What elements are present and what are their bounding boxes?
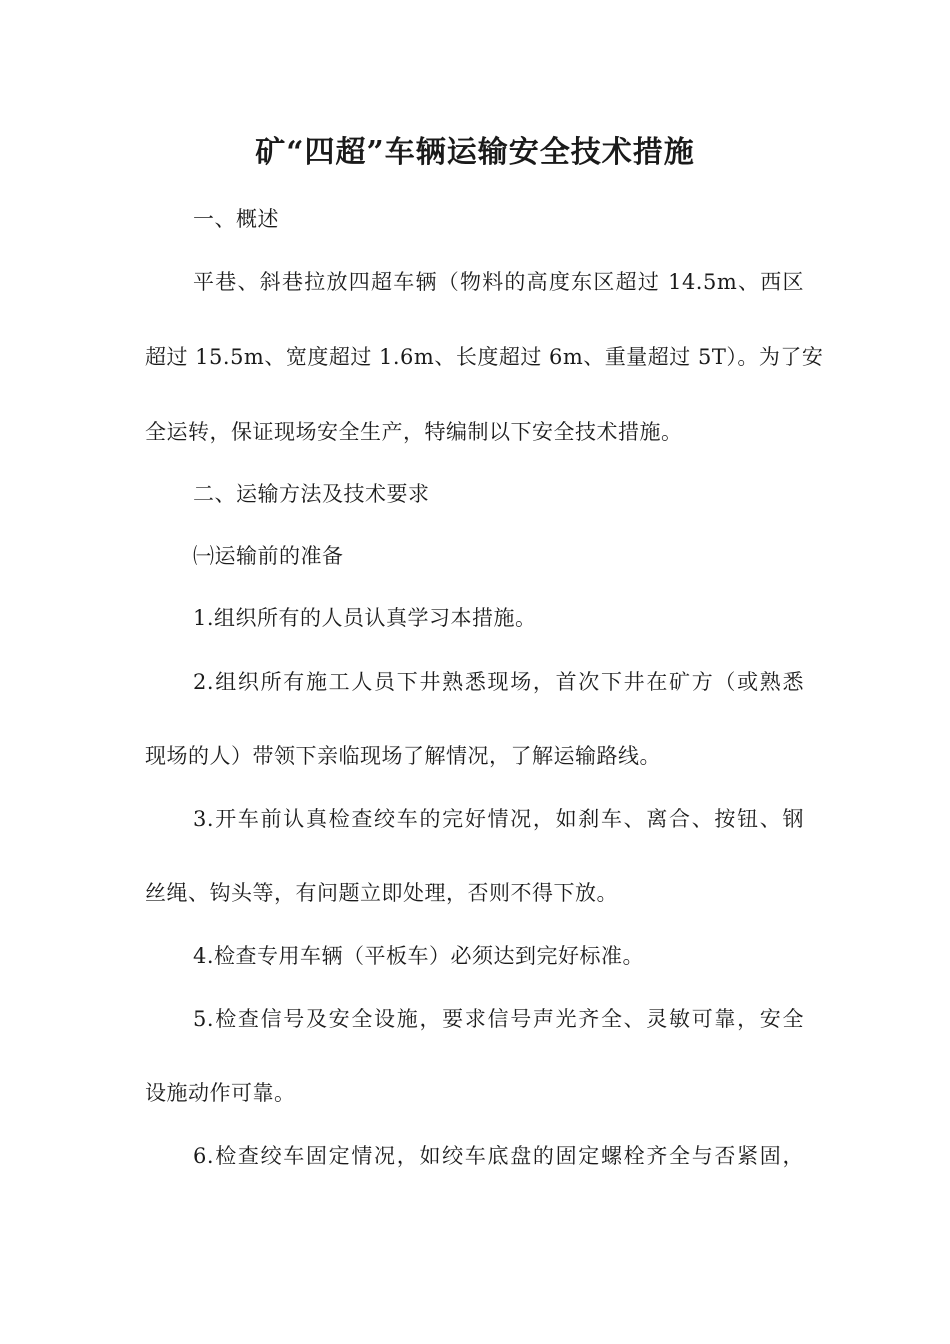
subsection-heading-preparation: ㈠运输前的准备 [193,544,344,568]
list-item: 1.组织所有的人员认真学习本措施。 [193,606,537,630]
list-item-continuation: 丝绳、钩头等，有问题立即处理，否则不得下放。 [145,881,618,905]
list-item: 5.检查信号及安全设施，要求信号声光齐全、灵敏可靠，安全 [193,1007,804,1031]
document-title: 矿“四超”车辆运输安全技术措施 [255,135,695,170]
list-item: 4.检查专用车辆（平板车）必须达到完好标准。 [193,944,645,968]
list-item-continuation: 设施动作可靠。 [145,1081,296,1105]
list-item: 2.组织所有施工人员下井熟悉现场，首次下井在矿方（或熟悉 [193,670,804,694]
section-heading-methods: 二、运输方法及技术要求 [193,482,430,506]
paragraph-line: 超过 15.5m、宽度超过 1.6m、长度超过 6m、重量超过 5T）。为了安 [145,345,824,369]
paragraph-line: 平巷、斜巷拉放四超车辆（物料的高度东区超过 14.5m、西区 [193,270,804,294]
list-item: 6.检查绞车固定情况，如绞车底盘的固定螺栓齐全与否紧固， [193,1144,804,1168]
paragraph-line: 全运转，保证现场安全生产，特编制以下安全技术措施。 [145,420,683,444]
list-item: 3.开车前认真检查绞车的完好情况，如刹车、离合、按钮、钢 [193,807,804,831]
section-heading-overview: 一、概述 [193,207,279,231]
list-item-continuation: 现场的人）带领下亲临现场了解情况，了解运输路线。 [145,744,661,768]
